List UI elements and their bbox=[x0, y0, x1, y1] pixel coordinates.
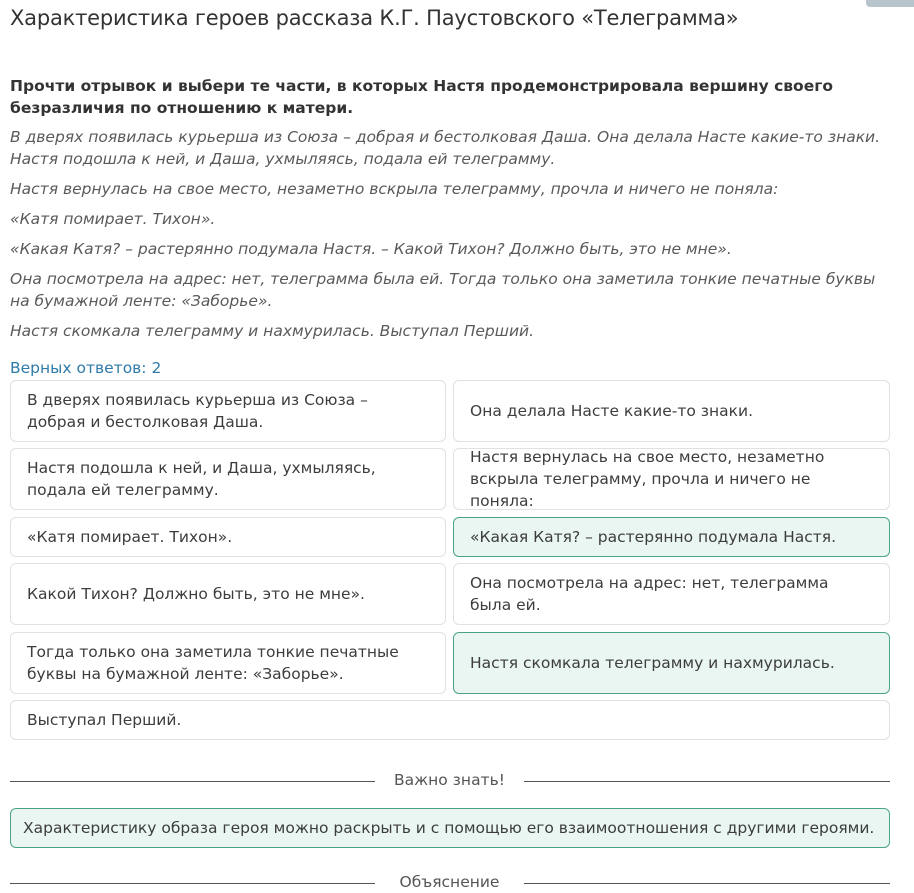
answer-option-text: Она делала Насте какие-то знаки. bbox=[470, 402, 754, 420]
important-label: Важно знать! bbox=[394, 771, 505, 789]
answer-option-text: Тогда только она заметила тонкие печатные буквы на бумажной ленте: «Заборье». bbox=[27, 643, 399, 683]
explanation-label: Объяснение bbox=[399, 873, 500, 891]
answer-option-text: Выступал Перший. bbox=[27, 711, 182, 729]
correct-answers-count: Верных ответов: 2 bbox=[10, 359, 162, 377]
answer-option-text: Какой Тихон? Должно быть, это не мне». bbox=[27, 585, 365, 603]
answer-option-text: «Катя помирает. Тихон». bbox=[27, 528, 233, 546]
answer-option[interactable] bbox=[453, 448, 890, 510]
answer-option-text: В дверях появилась курьерша из Союза – добрая и бестолковая Даша. bbox=[27, 391, 368, 431]
answer-option[interactable] bbox=[10, 632, 446, 694]
explanation-divider bbox=[10, 873, 890, 893]
answer-option[interactable] bbox=[453, 380, 890, 442]
answer-option[interactable] bbox=[10, 700, 890, 740]
text-passage bbox=[10, 126, 890, 350]
page-title: Характеристика героев рассказа К.Г. Паустовского «Телеграмма» bbox=[10, 6, 739, 30]
divider-line bbox=[10, 781, 375, 782]
passage-paragraph: Настя вернулась на свое место, незаметно вскрыла телеграмму, прочла и ничего не поняла: bbox=[10, 180, 779, 198]
answer-option[interactable] bbox=[453, 632, 890, 694]
task-instruction: Прочти отрывок и выбери те части, в которых Настя продемонстрировала вершину своего безразличия по отношению к матери. bbox=[10, 77, 833, 117]
passage-paragraph: Она посмотрела на адрес: нет, телеграмма была ей. Тогда только она заметила тонкие печатные буквы на бумажной ленте: «Заборье». bbox=[10, 270, 876, 310]
important-info-box bbox=[10, 808, 890, 848]
corner-tab bbox=[866, 0, 914, 7]
important-text: Характеристику образа героя можно раскрыть и с помощью его взаимоотношения с другими героями. bbox=[23, 819, 875, 837]
answer-option[interactable] bbox=[10, 517, 446, 557]
answer-option[interactable] bbox=[10, 380, 446, 442]
answer-option-text: Настя подошла к ней, и Даша, ухмыляясь, подала ей телеграмму. bbox=[27, 459, 376, 499]
divider-line bbox=[524, 883, 890, 884]
passage-paragraph: «Какая Катя? – растерянно подумала Настя. – Какой Тихон? Должно быть, это не мне». bbox=[10, 240, 732, 258]
answer-option-text: Настя вернулась на свое место, незаметно вскрыла телеграмму, прочла и ничего не поняла: bbox=[470, 448, 825, 510]
passage-paragraph: В дверях появилась курьерша из Союза – добрая и бестолковая Даша. Она делала Насте какие-то знаки. Настя подошла к ней, и Даша, ухмыляясь, подала ей телеграмму. bbox=[10, 128, 881, 168]
answer-option[interactable] bbox=[10, 448, 446, 510]
divider-line bbox=[524, 781, 890, 782]
passage-paragraph: Настя скомкала телеграмму и нахмурилась. Выступал Перший. bbox=[10, 322, 535, 340]
answer-option-text: Настя скомкала телеграмму и нахмурилась. bbox=[470, 654, 835, 672]
answer-option-text: «Какая Катя? – растерянно подумала Настя. bbox=[470, 528, 837, 546]
passage-paragraph: «Катя помирает. Тихон». bbox=[10, 210, 216, 228]
important-divider bbox=[10, 771, 890, 791]
answer-option[interactable] bbox=[453, 563, 890, 625]
answer-option[interactable] bbox=[453, 517, 890, 557]
answer-option[interactable] bbox=[10, 563, 446, 625]
divider-line bbox=[10, 883, 375, 884]
answer-option-text: Она посмотрела на адрес: нет, телеграмма была ей. bbox=[470, 574, 829, 614]
